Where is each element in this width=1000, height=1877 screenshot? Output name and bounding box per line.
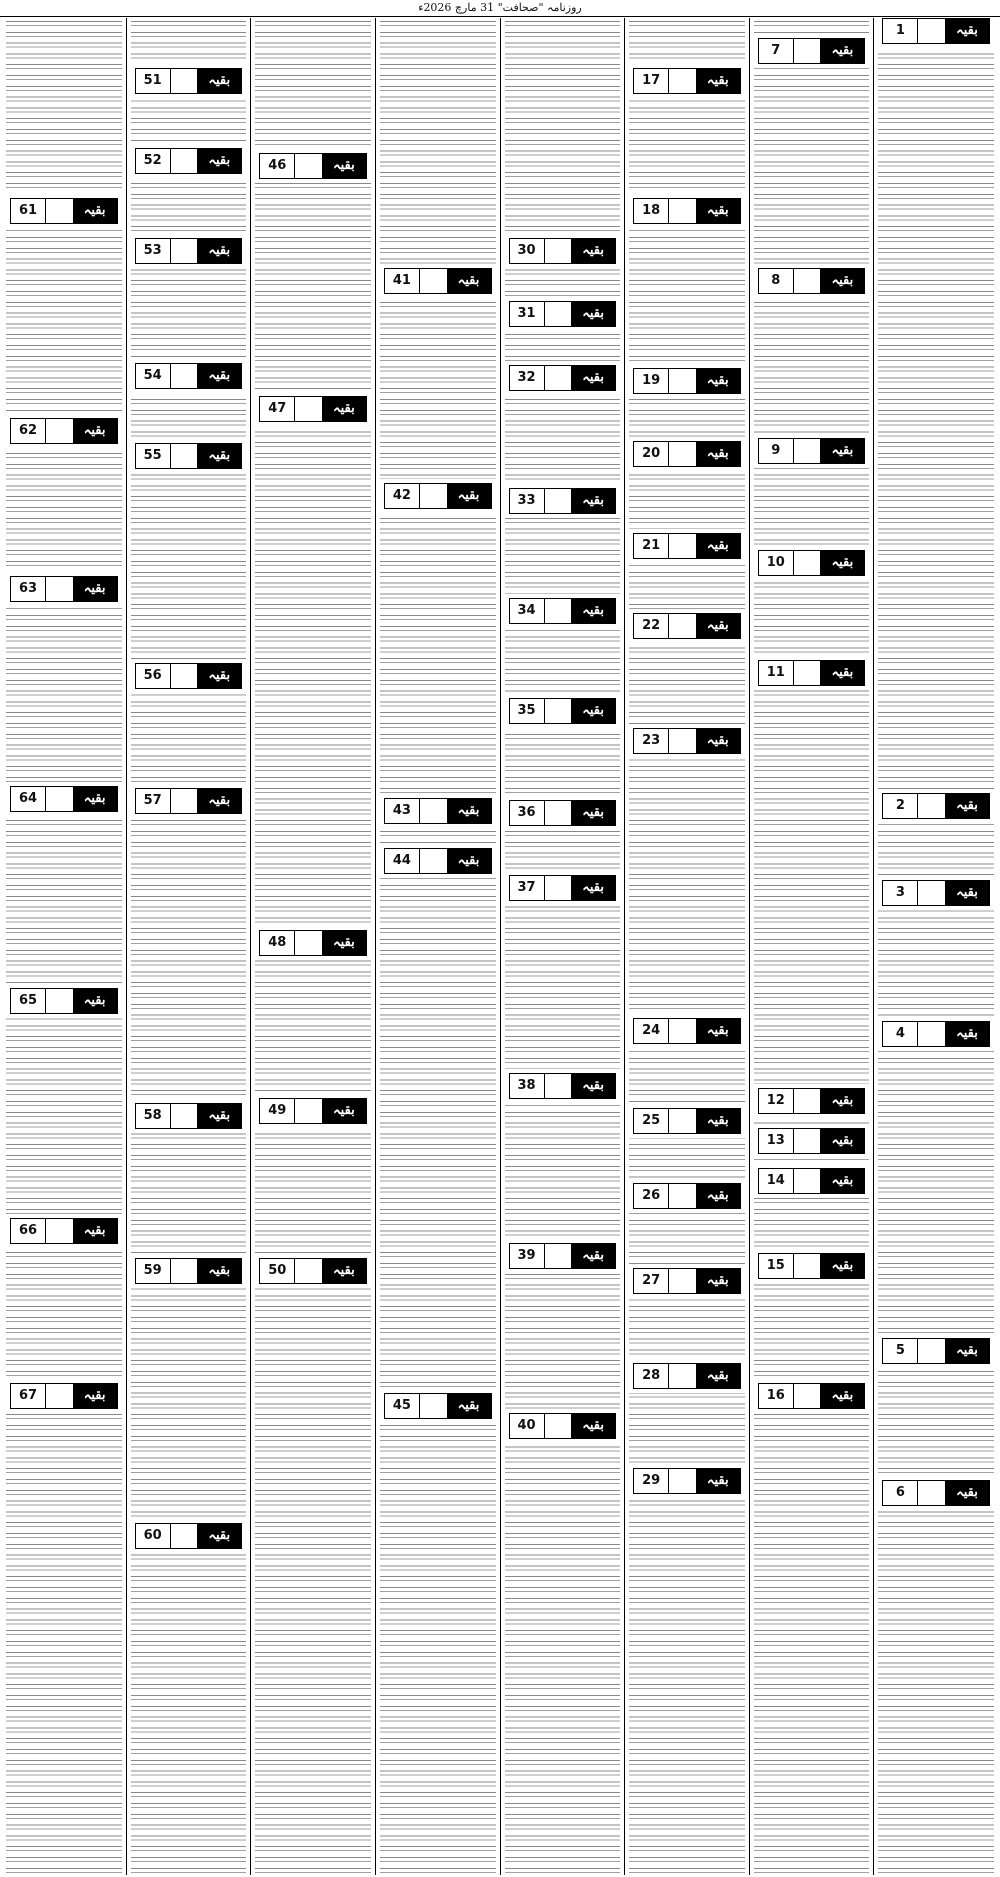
box-spacer (170, 69, 198, 93)
continuation-number: 12 (766, 1093, 785, 1108)
continuation-number: 23 (642, 733, 661, 748)
continuation-label: بقیہ (571, 366, 615, 390)
continuation-number: 5 (895, 1343, 905, 1358)
continuation-label: بقیہ (696, 442, 740, 466)
continuation-box (633, 198, 741, 224)
text-column (126, 18, 251, 1875)
continuation-box (633, 1268, 741, 1294)
column-body-text (878, 18, 994, 1875)
continuation-number: 3 (895, 885, 905, 900)
box-spacer (544, 699, 572, 723)
continuation-number: 31 (517, 306, 536, 321)
column-body-text (6, 18, 122, 1875)
box-spacer (668, 1109, 696, 1133)
continuation-label: بقیہ (571, 801, 615, 825)
continuation-box (384, 848, 492, 874)
continuation-label: بقیہ (945, 1022, 989, 1046)
continuation-number: 26 (642, 1188, 661, 1203)
continuation-box (633, 728, 741, 754)
continuation-box (135, 788, 243, 814)
continuation-label: بقیہ (696, 1364, 740, 1388)
continuation-label: بقیہ (322, 397, 366, 421)
continuation-label: بقیہ (696, 1109, 740, 1133)
box-spacer (917, 881, 945, 905)
continuation-number: 28 (642, 1368, 661, 1383)
box-spacer (793, 39, 821, 63)
box-spacer (170, 149, 198, 173)
continuation-label: بقیہ (73, 199, 117, 223)
continuation-box (633, 1468, 741, 1494)
continuation-label: بقیہ (696, 199, 740, 223)
continuation-label: بقیہ (197, 1104, 241, 1128)
continuation-number: 6 (895, 1485, 905, 1500)
continuation-number: 58 (143, 1108, 162, 1123)
box-spacer (419, 1394, 447, 1418)
box-spacer (668, 1019, 696, 1043)
continuation-label: بقیہ (197, 149, 241, 173)
box-spacer (544, 239, 572, 263)
continuation-box (882, 1021, 990, 1047)
continuation-box (758, 438, 866, 464)
continuation-label: بقیہ (571, 699, 615, 723)
continuation-box (384, 798, 492, 824)
box-spacer (544, 801, 572, 825)
continuation-number: 4 (895, 1026, 905, 1041)
continuation-box (882, 1480, 990, 1506)
continuation-box (259, 930, 367, 956)
box-spacer (544, 366, 572, 390)
continuation-number: 48 (268, 935, 287, 950)
text-column (749, 18, 874, 1875)
continuation-box (384, 1393, 492, 1419)
box-spacer (668, 442, 696, 466)
box-spacer (419, 484, 447, 508)
continuation-box (135, 148, 243, 174)
column-body-text (629, 18, 745, 1875)
continuation-label: بقیہ (197, 239, 241, 263)
continuation-box (384, 483, 492, 509)
continuation-number: 34 (517, 603, 536, 618)
continuation-box (758, 268, 866, 294)
continuation-number: 2 (895, 798, 905, 813)
continuation-number: 42 (392, 488, 411, 503)
continuation-box (259, 1258, 367, 1284)
box-spacer (294, 1099, 322, 1123)
continuation-box (10, 988, 118, 1014)
box-spacer (793, 1384, 821, 1408)
continuation-number: 38 (517, 1078, 536, 1093)
continuation-label: بقیہ (820, 1129, 864, 1153)
continuation-box (259, 1098, 367, 1124)
continuation-label: بقیہ (820, 269, 864, 293)
box-spacer (668, 1184, 696, 1208)
continuation-number: 54 (143, 368, 162, 383)
continuation-number: 27 (642, 1273, 661, 1288)
continuation-box (633, 68, 741, 94)
continuation-label: بقیہ (73, 989, 117, 1013)
text-column (375, 18, 500, 1875)
continuation-label: بقیہ (820, 39, 864, 63)
continuation-label: بقیہ (571, 1414, 615, 1438)
continuation-box (633, 1183, 741, 1209)
box-spacer (544, 876, 572, 900)
continuation-number: 18 (642, 203, 661, 218)
continuation-label: بقیہ (696, 1184, 740, 1208)
box-spacer (45, 577, 73, 601)
continuation-number: 41 (392, 273, 411, 288)
box-spacer (668, 1269, 696, 1293)
continuation-box (384, 268, 492, 294)
box-spacer (544, 1244, 572, 1268)
continuation-box (509, 698, 617, 724)
box-spacer (793, 1169, 821, 1193)
continuation-label: بقیہ (945, 1339, 989, 1363)
text-column (250, 18, 375, 1875)
column-body-text (131, 18, 247, 1875)
continuation-box (509, 875, 617, 901)
continuation-box (633, 1363, 741, 1389)
continuation-label: بقیہ (696, 614, 740, 638)
text-column (2, 18, 126, 1875)
continuation-number: 67 (18, 1388, 38, 1403)
continuation-number: 49 (268, 1103, 287, 1118)
continuation-number: 32 (517, 370, 536, 385)
continuation-label: بقیہ (820, 1384, 864, 1408)
continuation-box (509, 1243, 617, 1269)
continuation-label: بقیہ (447, 484, 491, 508)
continuation-number: 53 (143, 243, 162, 258)
continuation-label: بقیہ (197, 664, 241, 688)
continuation-label: بقیہ (322, 154, 366, 178)
continuation-number: 59 (143, 1263, 162, 1278)
text-column (624, 18, 749, 1875)
continuation-box (758, 550, 866, 576)
continuation-box (758, 38, 866, 64)
continuation-box (509, 488, 617, 514)
continuation-box (135, 68, 243, 94)
continuation-box (509, 301, 617, 327)
continuation-label: بقیہ (696, 69, 740, 93)
continuation-label: بقیہ (571, 1244, 615, 1268)
continuation-label: بقیہ (945, 1481, 989, 1505)
continuation-number: 57 (143, 793, 162, 808)
continuation-label: بقیہ (447, 269, 491, 293)
continuation-label: بقیہ (447, 799, 491, 823)
box-spacer (793, 1254, 821, 1278)
box-spacer (917, 19, 945, 43)
continuation-number: 10 (766, 555, 785, 570)
box-spacer (668, 1469, 696, 1493)
continuation-label: بقیہ (571, 489, 615, 513)
box-spacer (294, 154, 322, 178)
text-column (873, 18, 998, 1875)
continuation-box (758, 1128, 866, 1154)
continuation-box (509, 1413, 617, 1439)
box-spacer (793, 1089, 821, 1113)
continuation-number: 66 (18, 1223, 38, 1238)
continuation-number: 17 (642, 73, 661, 88)
continuation-box (758, 1383, 866, 1409)
box-spacer (544, 1414, 572, 1438)
continuation-label: بقیہ (820, 1089, 864, 1113)
box-spacer (45, 787, 73, 811)
continuation-number: 50 (268, 1263, 287, 1278)
continuation-label: بقیہ (197, 69, 241, 93)
continuation-number: 25 (642, 1113, 661, 1128)
continuation-box (135, 1523, 243, 1549)
continuation-label: بقیہ (696, 369, 740, 393)
continuation-number: 45 (392, 1398, 411, 1413)
continuation-number: 62 (18, 423, 38, 438)
continuation-number: 64 (18, 791, 38, 806)
continuation-number: 61 (18, 203, 38, 218)
continuation-label: بقیہ (197, 1524, 241, 1548)
continuation-box (259, 153, 367, 179)
continuation-box (10, 1218, 118, 1244)
continuation-label: بقیہ (571, 876, 615, 900)
box-spacer (668, 369, 696, 393)
box-spacer (917, 1481, 945, 1505)
continuation-number: 56 (143, 668, 162, 683)
continuation-number: 33 (517, 493, 536, 508)
text-column (500, 18, 625, 1875)
box-spacer (170, 1259, 198, 1283)
continuation-box (758, 1253, 866, 1279)
continuation-label: بقیہ (696, 534, 740, 558)
continuation-label: بقیہ (820, 551, 864, 575)
continuation-box (509, 365, 617, 391)
continuation-box (509, 598, 617, 624)
continuation-number: 8 (771, 273, 781, 288)
continuation-box (882, 1338, 990, 1364)
continuation-label: بقیہ (73, 419, 117, 443)
continuation-box (633, 1018, 741, 1044)
box-spacer (170, 239, 198, 263)
continuation-label: بقیہ (696, 1269, 740, 1293)
box-spacer (793, 661, 821, 685)
box-spacer (917, 1339, 945, 1363)
box-spacer (294, 397, 322, 421)
continuation-label: بقیہ (322, 1099, 366, 1123)
continuation-label: بقیہ (447, 849, 491, 873)
continuation-number: 7 (771, 43, 781, 58)
continuation-box (135, 1258, 243, 1284)
continuation-box (633, 613, 741, 639)
continuation-number: 11 (766, 665, 785, 680)
continuation-number: 46 (268, 158, 287, 173)
continuation-label: بقیہ (197, 444, 241, 468)
continuation-number: 39 (517, 1248, 536, 1263)
continuation-label: بقیہ (945, 794, 989, 818)
box-spacer (668, 199, 696, 223)
box-spacer (419, 269, 447, 293)
continuation-box (135, 663, 243, 689)
continuation-number: 52 (143, 153, 162, 168)
continuation-label: بقیہ (322, 1259, 366, 1283)
box-spacer (45, 1219, 73, 1243)
box-spacer (917, 1022, 945, 1046)
continuation-number: 21 (642, 538, 661, 553)
box-spacer (793, 1129, 821, 1153)
box-spacer (170, 444, 198, 468)
continuation-number: 51 (143, 73, 162, 88)
box-spacer (544, 489, 572, 513)
box-spacer (793, 269, 821, 293)
box-spacer (793, 551, 821, 575)
continuation-box (10, 1383, 118, 1409)
box-spacer (45, 419, 73, 443)
continuation-number: 1 (895, 23, 905, 38)
box-spacer (793, 439, 821, 463)
continuation-box (135, 363, 243, 389)
continuation-number: 9 (771, 443, 781, 458)
box-spacer (170, 364, 198, 388)
continuation-box (509, 238, 617, 264)
box-spacer (544, 302, 572, 326)
box-spacer (170, 1104, 198, 1128)
page-header (0, 0, 1000, 17)
continuation-number: 22 (642, 618, 661, 633)
continuation-box (758, 660, 866, 686)
continuation-number: 43 (392, 803, 411, 818)
box-spacer (45, 199, 73, 223)
continuation-label: بقیہ (571, 1074, 615, 1098)
box-spacer (544, 1074, 572, 1098)
continuation-number: 55 (143, 448, 162, 463)
continuation-box (135, 238, 243, 264)
continuation-box (633, 368, 741, 394)
box-spacer (294, 931, 322, 955)
continuation-label: بقیہ (73, 577, 117, 601)
header-title: روزنامہ "صحافت" 31 مارچ 2026ء (418, 1, 582, 14)
continuation-number: 14 (766, 1173, 785, 1188)
continuation-number: 40 (517, 1418, 536, 1433)
continuation-label: بقیہ (820, 1254, 864, 1278)
continuation-label: بقیہ (447, 1394, 491, 1418)
continuation-number: 60 (143, 1528, 162, 1543)
continuation-number: 19 (642, 373, 661, 388)
continuation-label: بقیہ (945, 19, 989, 43)
continuation-number: 20 (642, 446, 661, 461)
continuation-box (509, 800, 617, 826)
box-spacer (917, 794, 945, 818)
box-spacer (668, 1364, 696, 1388)
continuation-box (10, 198, 118, 224)
continuation-label: بقیہ (73, 787, 117, 811)
continuation-label: بقیہ (197, 1259, 241, 1283)
continuation-box (135, 443, 243, 469)
box-spacer (419, 799, 447, 823)
continuation-number: 15 (766, 1258, 785, 1273)
box-spacer (170, 789, 198, 813)
continuation-label: بقیہ (197, 364, 241, 388)
box-spacer (544, 599, 572, 623)
box-spacer (668, 69, 696, 93)
continuation-label: بقیہ (696, 1469, 740, 1493)
continuation-number: 29 (642, 1473, 661, 1488)
box-spacer (170, 664, 198, 688)
continuation-box (882, 793, 990, 819)
continuation-number: 63 (18, 581, 38, 596)
continuation-label: بقیہ (820, 661, 864, 685)
continuation-box (10, 576, 118, 602)
box-spacer (170, 1524, 198, 1548)
continuation-number: 24 (642, 1023, 661, 1038)
continuation-label: بقیہ (820, 1169, 864, 1193)
box-spacer (419, 849, 447, 873)
continuation-number: 47 (268, 401, 287, 416)
continuation-box (758, 1168, 866, 1194)
continuation-number: 44 (392, 853, 411, 868)
box-spacer (668, 729, 696, 753)
continuation-label: بقیہ (696, 1019, 740, 1043)
continuation-label: بقیہ (820, 439, 864, 463)
continuation-label: بقیہ (696, 729, 740, 753)
continuation-box (882, 880, 990, 906)
box-spacer (668, 534, 696, 558)
continuation-label: بقیہ (197, 789, 241, 813)
continuation-label: بقیہ (571, 302, 615, 326)
continuation-box (10, 418, 118, 444)
continuation-box (882, 18, 990, 44)
continuation-label: بقیہ (571, 239, 615, 263)
box-spacer (294, 1259, 322, 1283)
box-spacer (45, 1384, 73, 1408)
continuation-label: بقیہ (945, 881, 989, 905)
continuation-label: بقیہ (571, 599, 615, 623)
continuation-box (259, 396, 367, 422)
continuation-number: 30 (517, 243, 536, 258)
continuation-label: بقیہ (73, 1384, 117, 1408)
continuation-box (509, 1073, 617, 1099)
box-spacer (45, 989, 73, 1013)
continuation-number: 65 (18, 993, 38, 1008)
continuation-label: بقیہ (73, 1219, 117, 1243)
continuation-box (633, 441, 741, 467)
continuation-number: 37 (517, 880, 536, 895)
continuation-number: 35 (517, 703, 536, 718)
continuation-box (10, 786, 118, 812)
continuation-box (758, 1088, 866, 1114)
continuation-label: بقیہ (322, 931, 366, 955)
continuation-box (633, 533, 741, 559)
continuation-number: 13 (766, 1133, 785, 1148)
continuation-number: 36 (517, 805, 536, 820)
newspaper-page (2, 18, 998, 1875)
continuation-box (633, 1108, 741, 1134)
box-spacer (668, 614, 696, 638)
continuation-number: 16 (766, 1388, 785, 1403)
continuation-box (135, 1103, 243, 1129)
